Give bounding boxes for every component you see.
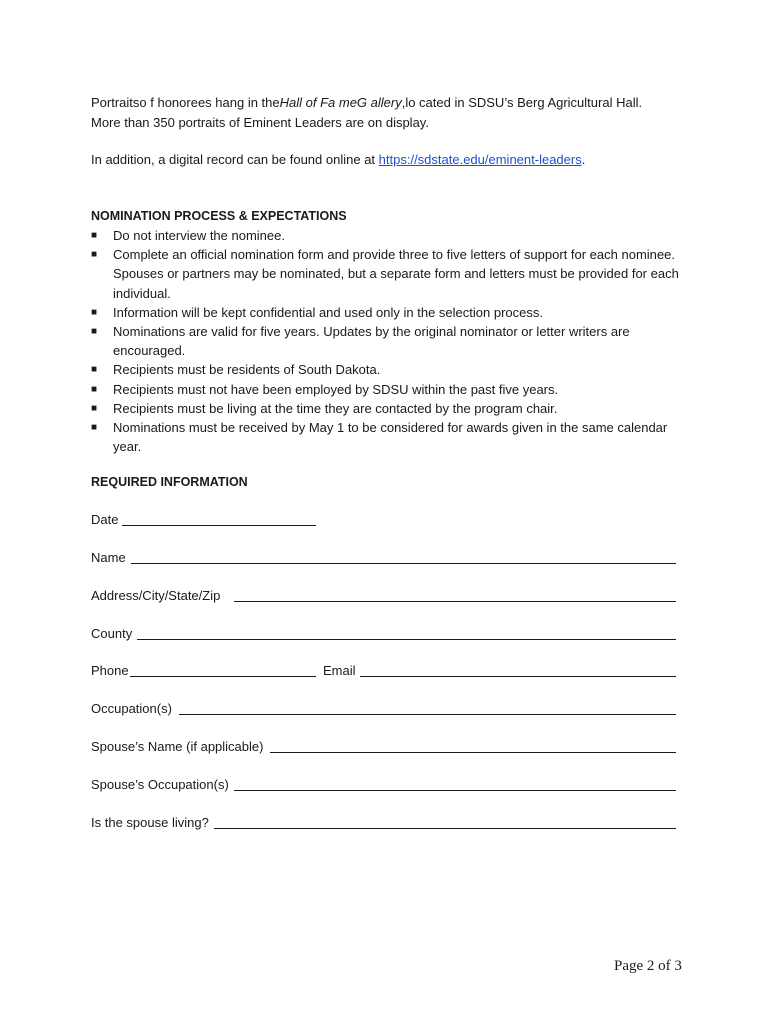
intro-line-2: More than 350 portraits of Eminent Leaders are on display. [91, 115, 429, 130]
list-item: ■ Nominations are valid for five years. Updates by the original nominator or letter writers are encouraged. [91, 324, 630, 359]
address-label: Address/City/State/Zip [91, 588, 221, 603]
list-item: ■ Recipients must not have been employed by SDSU within the past five years. [91, 380, 691, 399]
bullet-icon: ■ [91, 230, 98, 241]
list-item: ■ Complete an official nomination form and provide three to five letters of support for each nominee. Spouses or partners may be nominated, but a separate form and letters must be provided for each individual. [91, 247, 679, 301]
date-label: Date [91, 512, 119, 527]
bullet-icon: ■ [91, 306, 98, 318]
list-item: ■ Recipients must be residents of South Dakota. [91, 360, 691, 379]
date-field[interactable] [122, 525, 316, 526]
bullet-icon: ■ [91, 364, 98, 376]
eminent-leaders-link[interactable]: https://sdstate.edu/eminent-leaders [378, 152, 582, 167]
list-item: ■ Information will be kept confidential and used only in the selection process. [91, 303, 691, 322]
address-field[interactable] [234, 601, 676, 602]
spouse-occupation-field[interactable] [234, 790, 676, 791]
email-label: Email [323, 663, 356, 678]
spouse-name-field[interactable] [270, 752, 676, 753]
bullet-icon: ■ [91, 326, 98, 338]
spouse-occupation-label: Spouse’s Occupation(s) [91, 777, 229, 792]
spouse-living-label: Is the spouse living? [91, 815, 209, 830]
bullet-icon: ■ [91, 402, 98, 414]
county-label: County [91, 626, 133, 641]
page-number: Page 2 of 3 [614, 958, 682, 974]
intro-line-1: Portraitso f honorees hang in theHall of Fa meG allery,lo cated in SDSU’s Berg Agricultural Hall. [91, 95, 643, 110]
phone-label: Phone [91, 663, 129, 678]
email-field[interactable] [360, 676, 676, 677]
bullet-icon: ■ [91, 383, 98, 395]
occupation-label: Occupation(s) [91, 701, 172, 716]
spouse-name-label: Spouse’s Name (if applicable) [91, 739, 264, 754]
bullet-icon: ■ [91, 422, 98, 434]
list-item: ■ Do not interview the nominee. [91, 226, 691, 245]
nomination-list [91, 226, 691, 456]
nomination-heading: NOMINATION PROCESS & EXPECTATIONS [91, 209, 347, 223]
occupation-field[interactable] [179, 714, 676, 715]
intro-line-3: In addition, a digital record can be found online at https://sdstate.edu/eminent-leaders. [91, 152, 586, 167]
list-item: ■ Nominations must be received by May 1 to be considered for awards given in the same calendar year. [91, 420, 668, 455]
name-field[interactable] [131, 563, 676, 564]
required-heading: REQUIRED INFORMATION [91, 475, 248, 489]
spouse-living-field[interactable] [214, 828, 676, 829]
county-field[interactable] [137, 639, 676, 640]
bullet-icon: ■ [91, 249, 98, 261]
name-label: Name [91, 550, 126, 565]
hall-of-fame-gallery: Hall of Fa meG allery [279, 95, 402, 110]
list-item: ■ Recipients must be living at the time they are contacted by the program chair. [91, 399, 691, 418]
phone-field[interactable] [130, 676, 316, 677]
